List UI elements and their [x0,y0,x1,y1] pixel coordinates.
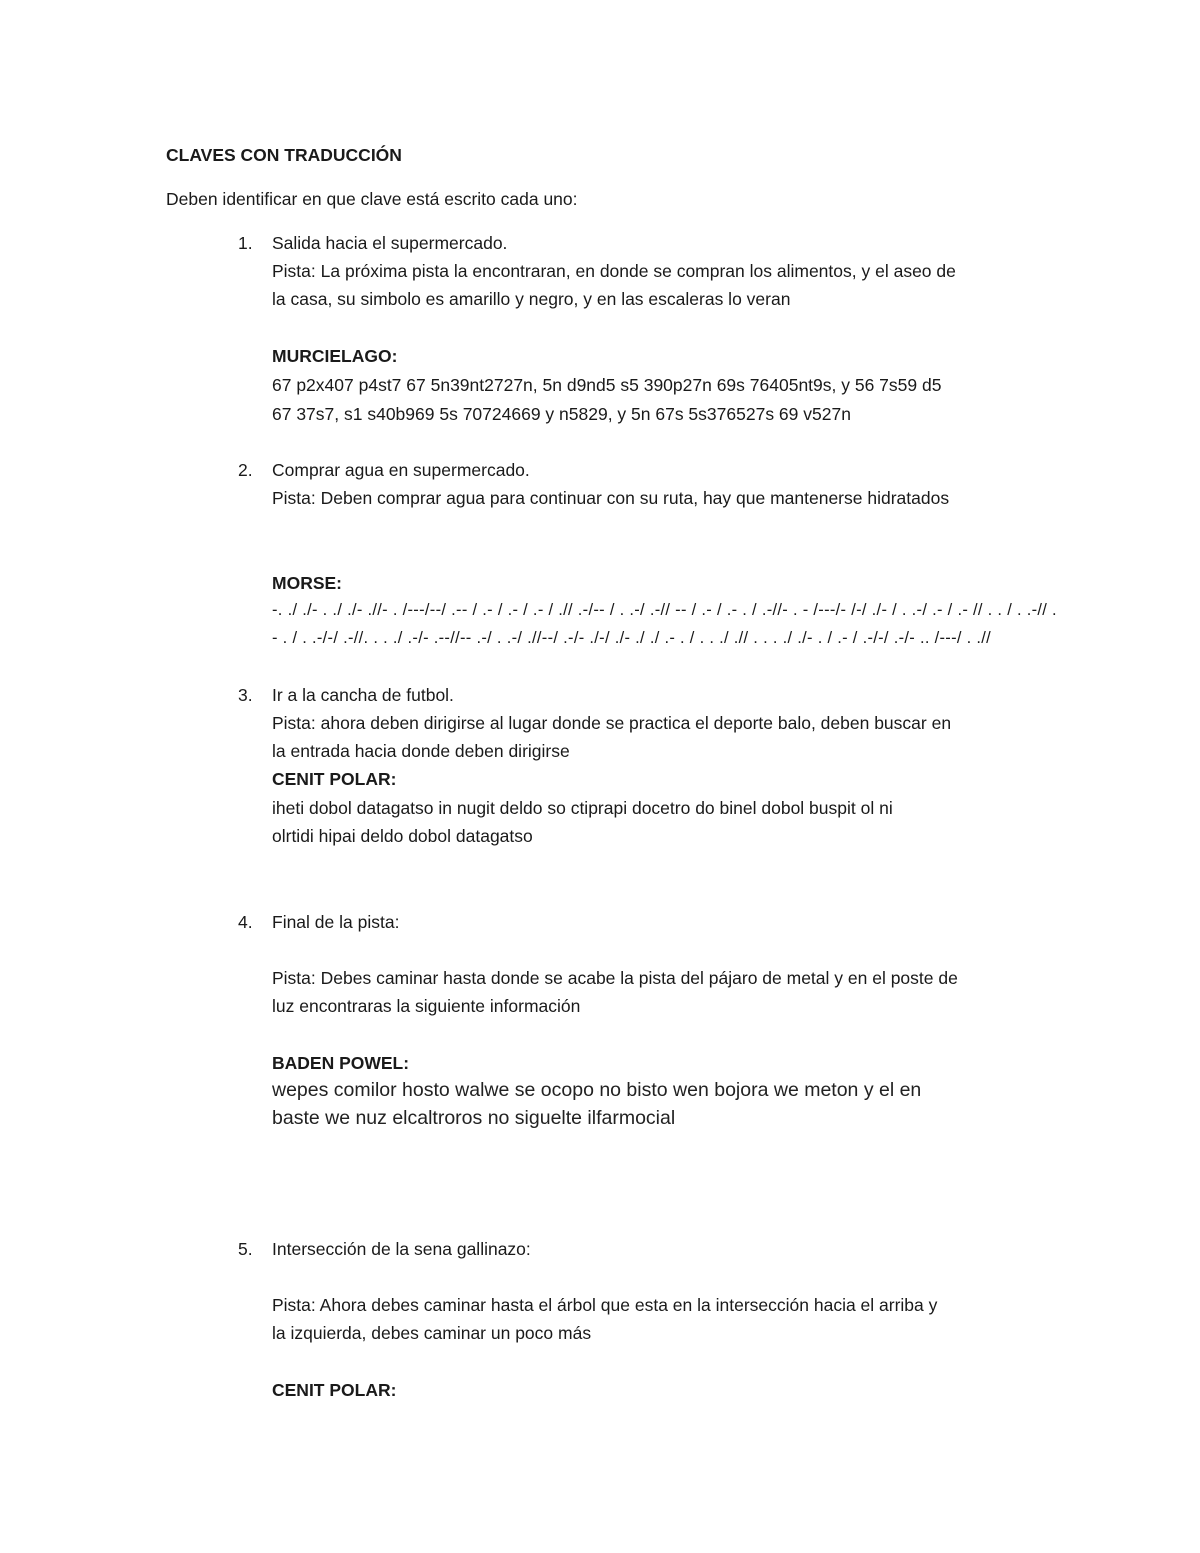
cipher-line: - . / . .-/-/ .-//. . . ./ .-/- .--//-- .-/ . .-/ .//--/ .-/- ./-/ ./- ./ ./ .- . / . . ./ .// . . . ./ ./- . / .- / .-/-/ .-/- .. /---/ . .// [272,629,992,647]
clue-line: luz encontraras la siguiente información [272,996,581,1016]
clue-line: Pista: Debes caminar hasta donde se acabe la pista del pájaro de metal y en el poste de [272,968,958,988]
clue-line: Pista: Ahora debes caminar hasta el árbol que esta en la intersección hacia el arriba y [272,1295,938,1315]
cipher-line: iheti dobol datagatso in nugit deldo so ctiprapi docetro do binel dobol buspit ol ni [272,798,893,818]
cipher-line: wepes comilor hosto walwe se ocopo no bisto wen bojora we meton y el en [272,1079,922,1101]
document-title: CLAVES CON TRADUCCIÓN [166,145,402,165]
item-number: 5. [238,1239,253,1259]
clue-line: la entrada hacia donde deben dirigirse [272,741,570,761]
item-number: 2. [238,460,253,480]
cipher-name: CENIT POLAR: [272,769,397,789]
clue-line: la casa, su simbolo es amarillo y negro, y en las escaleras lo veran [272,289,791,309]
cipher-name: CENIT POLAR: [272,1380,397,1400]
item-heading: Comprar agua en supermercado. [272,460,530,480]
clue-line: Pista: La próxima pista la encontraran, en donde se compran los alimentos, y el aseo de [272,261,956,281]
cipher-line: -. ./ ./- . ./ ./- .//- . /---/--/ .-- / .- / .- / .- / .// .-/-- / . .-/ .-// -- / .- / .- . / .-//- . - /---/- /-/ ./- / . .-/ .- / .- // . . / . .-// . [272,601,1057,619]
cipher-line: 67 p2x407 p4st7 67 5n39nt2727n, 5n d9nd5 s5 390p27n 69s 76405nt9s, y 56 7s59 d5 [272,375,942,395]
item-number: 1. [238,233,253,253]
item-heading: Intersección de la sena gallinazo: [272,1239,531,1259]
item-number: 3. [238,685,253,705]
cipher-line: baste we nuz elcaltroros no siguelte ilfarmocial [272,1107,676,1129]
cipher-line: olrtidi hipai deldo dobol datagatso [272,826,533,846]
cipher-name: BADEN POWEL: [272,1053,410,1073]
cipher-name: MURCIELAGO: [272,346,398,366]
item-heading: Salida hacia el supermercado. [272,233,508,253]
item-heading: Ir a la cancha de futbol. [272,685,454,705]
clue-line: la izquierda, debes caminar un poco más [272,1323,592,1343]
cipher-name: MORSE: [272,573,342,593]
clue-line: Pista: ahora deben dirigirse al lugar donde se practica el deporte balo, deben buscar en [272,713,952,733]
item-number: 4. [238,912,253,932]
clue-line: Pista: Deben comprar agua para continuar con su ruta, hay que mantenerse hidratados [272,488,950,508]
intro-text: Deben identificar en que clave está escrito cada uno: [166,189,578,209]
item-heading: Final de la pista: [272,912,400,932]
cipher-line: 67 37s7, s1 s40b969 5s 70724669 y n5829, y 5n 67s 5s376527s 69 v527n [272,404,851,424]
